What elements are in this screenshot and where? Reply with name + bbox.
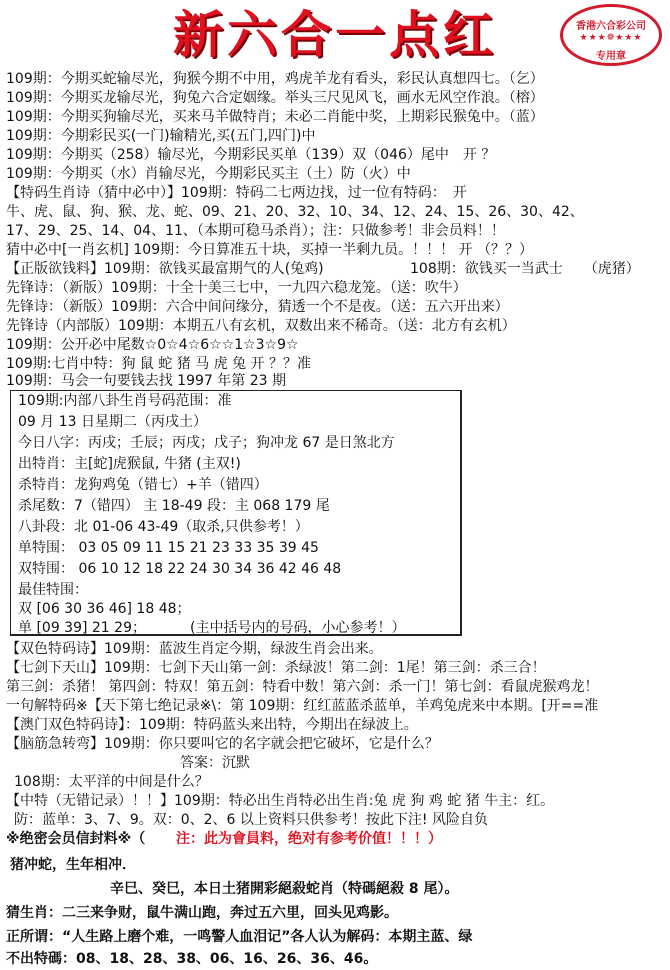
- text-line-12: 先锋诗：（新版）109期：十全十美三七中，一九四六稳龙笼。（送：吹牛）: [6, 280, 467, 296]
- member-material-note: 注：此为會員料，绝对有参考价值！！！）: [176, 831, 442, 847]
- box-line-5: 杀特肖：龙狗鸡兔（错七）+羊（错四）: [18, 477, 268, 493]
- text-line-5: 109期：今期买（258）输尽光，今期彩民买单（139）双（046）尾中 开 ？: [6, 147, 496, 163]
- box-line-7: 八卦段：北 01-06 43-49（取杀,只供参考！）: [18, 519, 309, 535]
- text-line-11a: 【正版欲钱料】109期：欲钱买最富期气的人(兔鸡): [6, 261, 324, 277]
- seal-bottom-text: 专用章: [596, 51, 626, 62]
- page-title: 新六合一点红: [173, 5, 497, 64]
- text-line-1: 109期：今期买蛇输尽光，狗猴今期不中用，鸡虎羊龙有看头，彩民认真想四七。（乞）: [6, 71, 544, 87]
- seal-stars: ★★★❁★★★: [579, 33, 643, 43]
- text-line-m5: 【澳门双色特码诗】：109期：特码蓝头来出特，今期出在绿波上。: [6, 717, 418, 733]
- box-line-11: 双 [06 30 36 46] 18 48；: [18, 601, 191, 617]
- text-line-15: 109期：公开必中尾数☆0☆4☆6☆☆1☆3☆9☆: [6, 337, 299, 353]
- box-line-10: 最佳特围：: [18, 582, 88, 598]
- text-line-m4: 一句解特码※【天下第七绝记录※\：第 109期：红红蓝蓝杀蓝单，羊鸡兔虎来中本期。[开==准: [6, 698, 599, 714]
- text-line-m2: 【七剑下天山】109期：七剑下天山第一剑：杀绿波！第二剑：1尾！第三剑：杀三合！: [6, 660, 546, 676]
- box-line-4: 出特肖：主[蛇]虎猴鼠, 牛猪 (主双!): [18, 456, 241, 472]
- box-line-8: 单特围： 03 05 09 11 15 21 23 33 35 39 45: [18, 540, 319, 556]
- text-line-4: 109期：今期彩民买(一门)输精光,买(五门,四门)中: [6, 128, 316, 144]
- box-line-12b: (主中括号内的号码，小心参考！）: [190, 620, 406, 636]
- text-line-m8: 108期：太平洋的中间是什么？: [14, 774, 209, 790]
- box-line-9: 双特围： 06 10 12 18 22 24 30 34 36 42 46 48: [18, 561, 342, 577]
- text-line-9: 17、29、25、14、04、11、（本期可稳马杀肖）；注：只做参考！非会员料！！: [6, 223, 505, 239]
- text-line-6: 109期：今期买（水）肖输尽光，今期彩民买主（土）防（火）中: [6, 166, 411, 182]
- text-line-13: 先锋诗：（新版）109期：六合中间问缘分，猜透一个不是夜。（送：五六开出来）: [6, 299, 509, 315]
- text-line-m14: 猜生肖：二三来争财，鼠牛满山跑，奔过五六里，回头见鸡影。: [6, 905, 398, 921]
- text-line-m16: 不出特碼：08、18、28、38、06、16、26、36、46。: [6, 951, 378, 967]
- text-line-3: 109期：今期买狗输尽光，买来马羊做特肖；未必二肖能中奖，上期彩民猴兔中。（蓝）: [6, 109, 544, 125]
- company-seal: [560, 4, 662, 66]
- member-material-label: ※绝密会员信封料※（: [6, 831, 146, 847]
- text-line-m10: 防：蓝单：3、7、9。双：0、2、6 以上资料只供参考！按此下注! 风险自负: [14, 812, 488, 828]
- box-line-2: 09 月 13 日星期二（丙戌土）: [18, 414, 207, 430]
- text-line-m9: 【中特（无错记录）！！】109期：特必出生肖特必出生肖:兔 虎 狗 鸡 蛇 猪 牛主：红。: [6, 793, 555, 809]
- box-line-3: 今日八字：丙戌；壬辰；丙戌；戊子；狗冲龙 67 是日煞北方: [18, 435, 395, 451]
- text-line-m1: 【双色特码诗】109期：蓝波生肖定今期，绿波生肖会出来。: [6, 641, 383, 657]
- text-line-11b: 108期：欲钱买一当武士 （虎猪）: [410, 261, 640, 277]
- text-line-14: 先锋诗（内部版）109期：本期五八有玄机，双数出来不稀奇。（送：北方有玄机）: [6, 318, 516, 334]
- text-line-m15: 正所谓：“人生路上磨个难，一鸣警人血泪记”各人认为解码：本期主蓝、绿: [6, 929, 473, 945]
- box-line-6: 杀尾数：7（错四） 主 18-49 段：主 068 179 尾: [18, 498, 330, 514]
- answer-line: 答案：沉默: [180, 755, 250, 771]
- box-line-1: 109期:内部八卦生肖号码范围：准: [18, 393, 232, 409]
- seal-top-text: 香港六合彩公司: [576, 21, 646, 32]
- text-line-m6: 【脑筋急转弯】109期：你只要叫它的名字就会把它破坏，它是什么？: [6, 736, 439, 752]
- text-line-17: 109期：马会一句要钱去找 1997 年第 23 期: [6, 373, 286, 389]
- text-line-2: 109期：今期买龙输尽光，狗兔六合定姻缘。举头三尺见风飞，画水无风空作浪。（榕）: [6, 90, 544, 106]
- text-line-16: 109期:七肖中特：狗 鼠 蛇 猪 马 虎 兔 开 ？？准: [6, 356, 312, 372]
- text-line-7: 【特码生肖诗（猜中必中）】109期：特码二七两边找，过一位有特码： 开: [6, 185, 467, 201]
- text-line-8: 牛、虎、鼠、狗、猴、龙、蛇、09、21、20、32、10、34、12、24、15、26、30、42、: [6, 204, 584, 220]
- text-line-10: 猜中必中[一肖玄机] 109期：今日算准五十块，买掉一半剩九员。！！！ 开 （？？）: [6, 242, 533, 258]
- text-line-m13: 辛巳、癸巳，本日土猪開彩絕殺蛇肖（特碼絕殺 8 尾）。: [110, 881, 459, 897]
- text-line-m12: 猪冲蛇，生年相冲．: [10, 857, 136, 873]
- text-line-m3: 第三剑：杀猪！ 第四剑：特双！第五剑：特看中数！第六剑：杀一门！第七剑：看鼠虎猴鸡龙！: [6, 679, 599, 695]
- box-line-12a: 单 [09 39] 21 29；: [18, 620, 146, 636]
